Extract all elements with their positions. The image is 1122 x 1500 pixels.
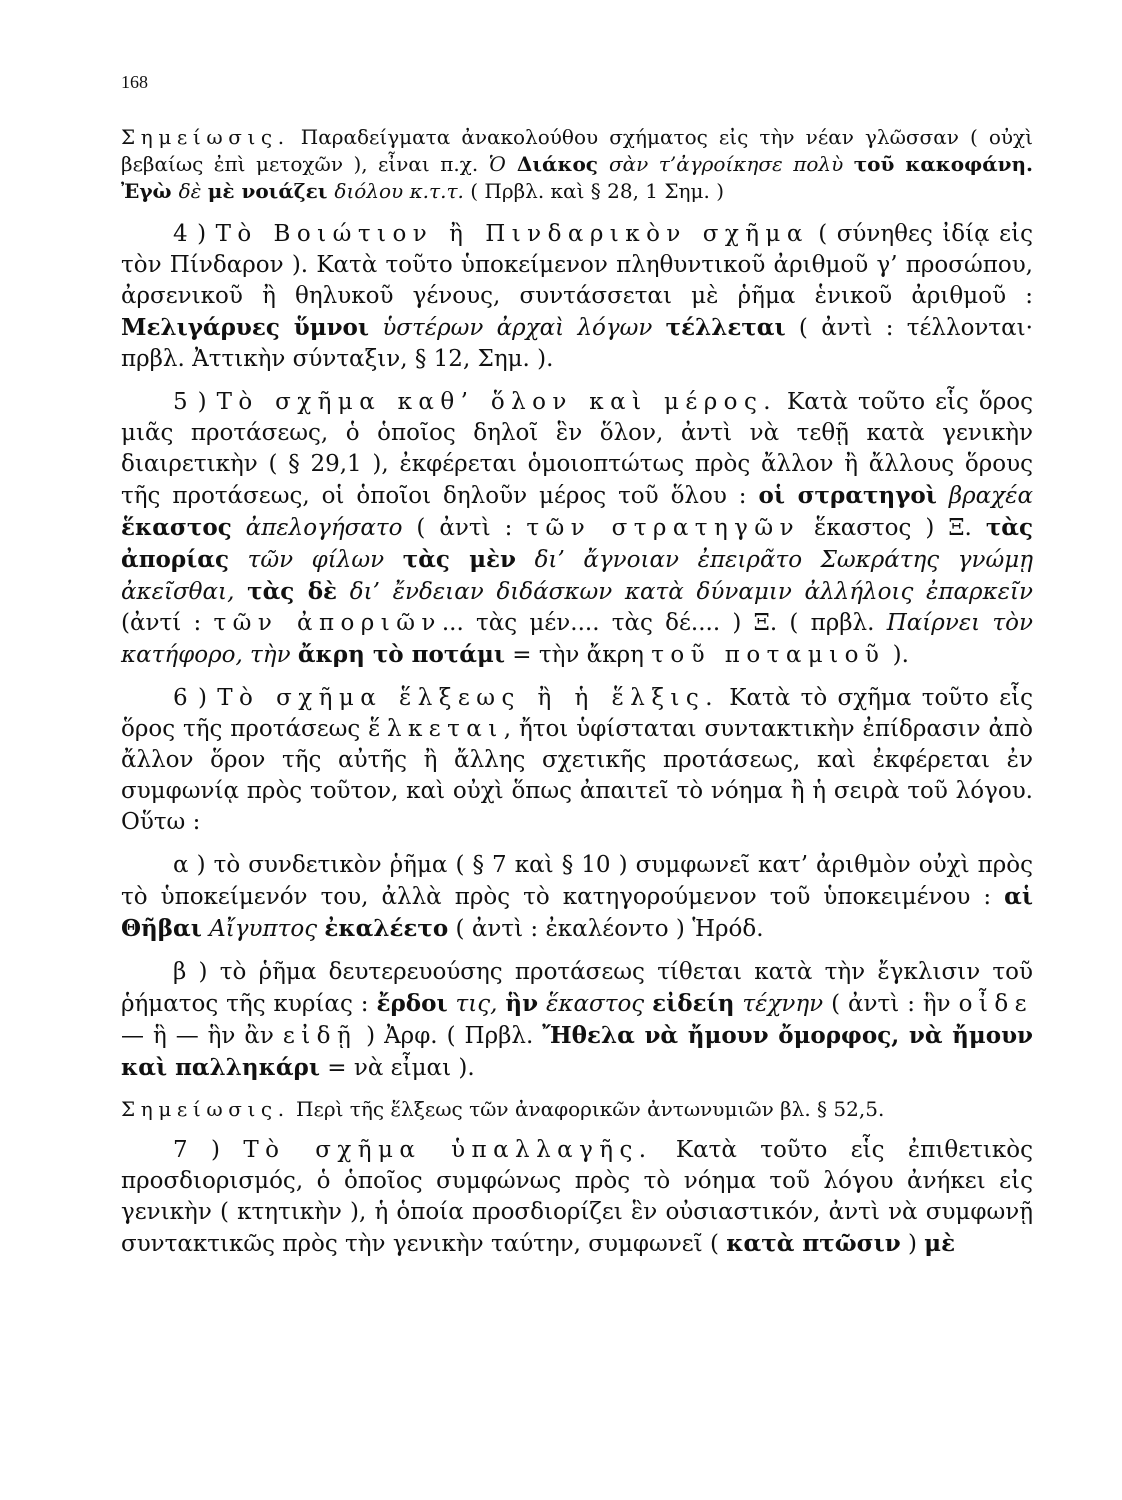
note-label: Σημείωσις. bbox=[121, 1097, 290, 1121]
section-heading: Τὸ Βοιώτιον ἢ Πινδαρικὸν σχῆμα bbox=[215, 221, 809, 247]
section-4-boeotian-figure: 4 ) Τὸ Βοιώτιον ἢ Πινδαρικὸν σχῆμα ( σύνηθες ἰδίᾳ εἰς τὸν Πίνδαρον ). Κατὰ τοῦτο ὑποκείμενον πληθυντικοῦ ἀριθμοῦ γ’ προσώπου, ἀρσενικοῦ ἢ θηλυκοῦ γένους, συντάσσεται μὲ ῥῆμα ἑνικοῦ ἀριθμοῦ : Μελιγάρυες ὕμνοι ὑστέρων ἀρχαὶ λόγων τέλλεται ( ἀντὶ : τέλλονται· πρβλ. Ἀττικὴν σύνταξιν, § 12, Σημ. ). bbox=[121, 221, 1033, 372]
section-number: 7 ) bbox=[173, 1137, 244, 1163]
section-number: 5 ) bbox=[173, 389, 217, 415]
section-heading: Τὸ σχῆμα ἕλξεως ἢ ἡ ἕλξις. bbox=[217, 685, 719, 711]
page-number: 168 bbox=[121, 72, 148, 92]
subsection-beta: β ) τὸ ῥῆμα δευτερευούσης προτάσεως τίθεται κατὰ τὴν ἔγκλισιν τοῦ ῥήματος τῆς κυρίας : ἔρδοι τις, ἣν ἕκαστος εἰδείη τέχνην ( ἀντὶ : ἣν οἶδε — ἣ — ἣν ἂν εἰδῇ ) Ἀρφ. ( Πρβλ. Ἤθελα νὰ ἤμουν ὄμορφος, νὰ ἤμουν καὶ παλληκάρι = νὰ εἶμαι ). bbox=[121, 959, 1034, 1081]
section-6-attraction: 6 ) Τὸ σχῆμα ἕλξεως ἢ ἡ ἕλξις. Κατὰ τὸ σχῆμα τοῦτο εἷς ὅρος τῆς προτάσεως ἕλκεται, ἤτοι ὑφίσταται συντακτικὴν ἐπίδρασιν ἀπὸ ἄλλον ὅρον τῆς αὐτῆς ἢ ἄλλης σχετικῆς προτάσεως, καὶ ἐκφέρεται ἐν συμφωνίᾳ πρὸς τοῦτον, καὶ οὐχὶ ὅπως ἀπαιτεῖ τὸ νόημα ἢ ἡ σειρὰ τοῦ λόγου. Οὕτω : bbox=[121, 685, 1034, 835]
section-heading: Τὸ σχῆμα ὑπαλλαγῆς. bbox=[243, 1137, 653, 1163]
section-5-whole-and-part: 5 ) Τὸ σχῆμα καθ’ ὅλον καὶ μέρος. Κατὰ τοῦτο εἷς ὅρος μιᾶς προτάσεως, ὁ ὁποῖος δηλοῖ ἓν ὅλον, ἀντὶ νὰ τεθῇ κατὰ γενικὴν διαιρετικὴν ( § 29,1 ), ἐκφέρεται ὁμοιοπτώτως πρὸς ἄλλον ἢ ἄλλους ὅρους τῆς προτάσεως, οἱ ὁποῖοι δηλοῦν μέρος τοῦ ὅλου : οἱ στρατηγοὶ βραχέα ἕκαστος ἀπελογήσατο ( ἀντὶ : τῶν στρατηγῶν ἕκαστος ) Ξ. τὰς ἀπορίας τῶν φίλων τὰς μὲν δι’ ἄγνοιαν ἐπειρᾶτο Σωκράτης γνώμῃ ἀκεῖσθαι, τὰς δὲ δι’ ἔνδειαν διδάσκων κατὰ δύναμιν ἀλλήλοις ἐπαρκεῖν (ἀντί : τῶν ἀποριῶν... τὰς μέν.... τὰς δέ.... ) Ξ. ( πρβλ. Παίρνει τὸν κατήφορο, τὴν ἄκρη τὸ ποτάμι = τὴν ἄκρη τοῦ ποταμιοῦ ). bbox=[121, 389, 1034, 668]
note-attraction-relative-pronouns: Σημείωσις. Περὶ τῆς ἕλξεως τῶν ἀναφορικῶν ἀντωνυμιῶν βλ. § 52,5. bbox=[121, 1097, 885, 1121]
page-body bbox=[121, 124, 1033, 1272]
section-number: 6 ) bbox=[173, 685, 218, 711]
section-number: 4 ) bbox=[173, 221, 216, 247]
section-7-hypallage: 7 ) Τὸ σχῆμα ὑπαλλαγῆς. Κατὰ τοῦτο εἷς ἐπιθετικὸς προσδιορισμός, ὁ ὁποῖος συμφώνως πρὸς τὸ νόημα τοῦ λόγου ἀνήκει εἰς γενικὴν ( κτητικὴν ), ἡ ὁποία προσδιορίζει ἓν οὐσιαστικόν, ἀντὶ νὰ συμφωνῇ συντακτικῶς πρὸς τὴν γενικὴν ταύτην, συμφωνεῖ ( κατὰ πτῶσιν ) μὲ bbox=[121, 1137, 1033, 1257]
note-anacoluthon: Σημείωσις. Παραδείγματα ἀνακολούθου σχήματος εἰς τὴν νέαν γλῶσσαν ( οὐχὶ βεβαίως ἐπὶ μετοχῶν ), εἶναι π.χ. Ὁ Διάκος σὰν τ’ἀγροίκησε πολὺ τοῦ κακοφάνη. Ἐγὼ δὲ μὲ νοιάζει διόλου κ.τ.τ. ( Πρβλ. καὶ § 28, 1 Σημ. ) bbox=[121, 125, 1033, 203]
section-heading: Τὸ σχῆμα καθ’ ὅλον καὶ μέρος. bbox=[216, 389, 778, 415]
note-label: Σημείωσις. bbox=[121, 125, 290, 149]
subsection-alpha: α ) τὸ συνδετικὸν ῥῆμα ( § 7 καὶ § 10 ) συμφωνεῖ κατ’ ἀριθμὸν οὐχὶ πρὸς τὸ ὑποκείμενόν του, ἀλλὰ πρὸς τὸ κατηγορούμενον τοῦ ὑποκειμένου : αἱ Θῆβαι Αἴγυπτος ἐκαλέετο ( ἀντὶ : ἐκαλέοντο ) Ἡρόδ. bbox=[121, 852, 1033, 942]
